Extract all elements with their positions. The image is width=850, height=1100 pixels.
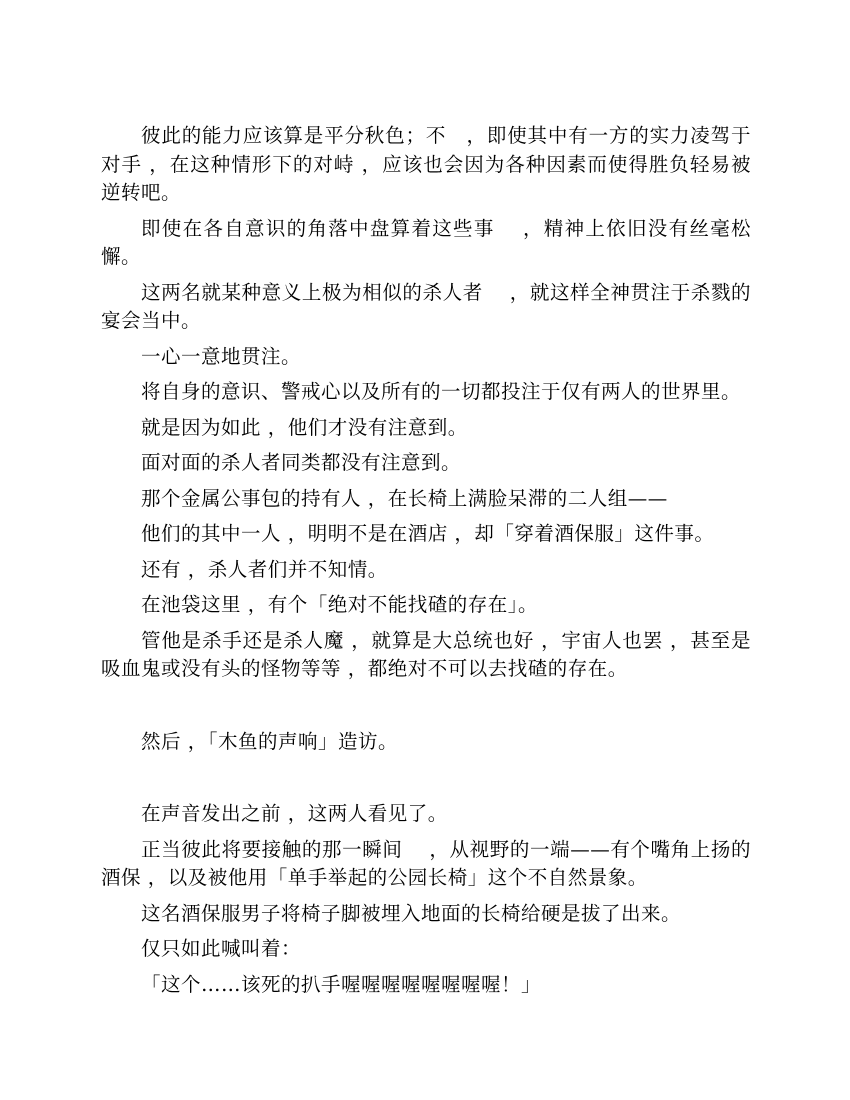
paragraph-3: 这两名就某种意义上极为相似的杀人者 ，就这样全神贯注于杀戮的宴会当中。: [101, 280, 751, 332]
paragraph-7: 面对面的杀人者同类都没有注意到。: [141, 451, 462, 474]
paragraph-8: 那个金属公事包的持有人 ，在长椅上满脸呆滞的二人组——: [141, 486, 668, 510]
paragraph-6: 就是因为如此 ，他们才没有注意到。: [141, 415, 468, 439]
paragraph-5: 将自身的意识、警戒心以及所有的一切都投注于仅有两人的世界里。: [141, 380, 742, 403]
paragraph-2: 即使在各自意识的角落中盘算着这些事 ，精神上依旧没有丝毫松懈。: [101, 216, 751, 268]
paragraph-13: 然后 ，「木鱼的声响」造访。: [141, 729, 398, 753]
paragraph-17: 仅只如此喊叫着：: [141, 937, 302, 960]
paragraph-18: 「这个……该死的扒手喔喔喔喔喔喔喔喔！」: [141, 972, 542, 996]
paragraph-4: 一心一意地贯注。: [141, 344, 302, 368]
paragraph-10: 还有 ，杀人者们并不知情。: [141, 557, 388, 581]
paragraph-11: 在池袋这里 ，有个「绝对不能找碴的存在」。: [141, 593, 538, 616]
paragraph-1: 彼此的能力应该算是平分秋色；不 ，即使其中有一方的实力凌驾于对手 ，在这种情形下的对峙 ，应该也会因为各种因素而使得胜负轻易被逆转吧。: [101, 124, 751, 204]
paragraph-12: 管他是杀手还是杀人魔 ，就算是大总统也好 ，宇宙人也罢 ，甚至是吸血鬼或没有头的怪物等等 ，都绝对不可以去找碴的存在。: [101, 628, 751, 680]
paragraph-9: 他们的其中一人 ，明明不是在酒店 ，却「穿着酒保服」这件事。: [141, 522, 715, 545]
paragraph-16: 这名酒保服男子将椅子脚被埋入地面的长椅给硬是拔了出来。: [141, 901, 682, 925]
paragraph-14: 在声音发出之前 ，这两人看见了。: [141, 802, 448, 825]
paragraph-15: 正当彼此将要接触的那一瞬间 ，从视野的一端——有个嘴角上扬的酒保 ，以及被他用「单手举起的公园长椅」这个不自然景象。: [101, 837, 751, 889]
document-page: [101, 122, 751, 999]
